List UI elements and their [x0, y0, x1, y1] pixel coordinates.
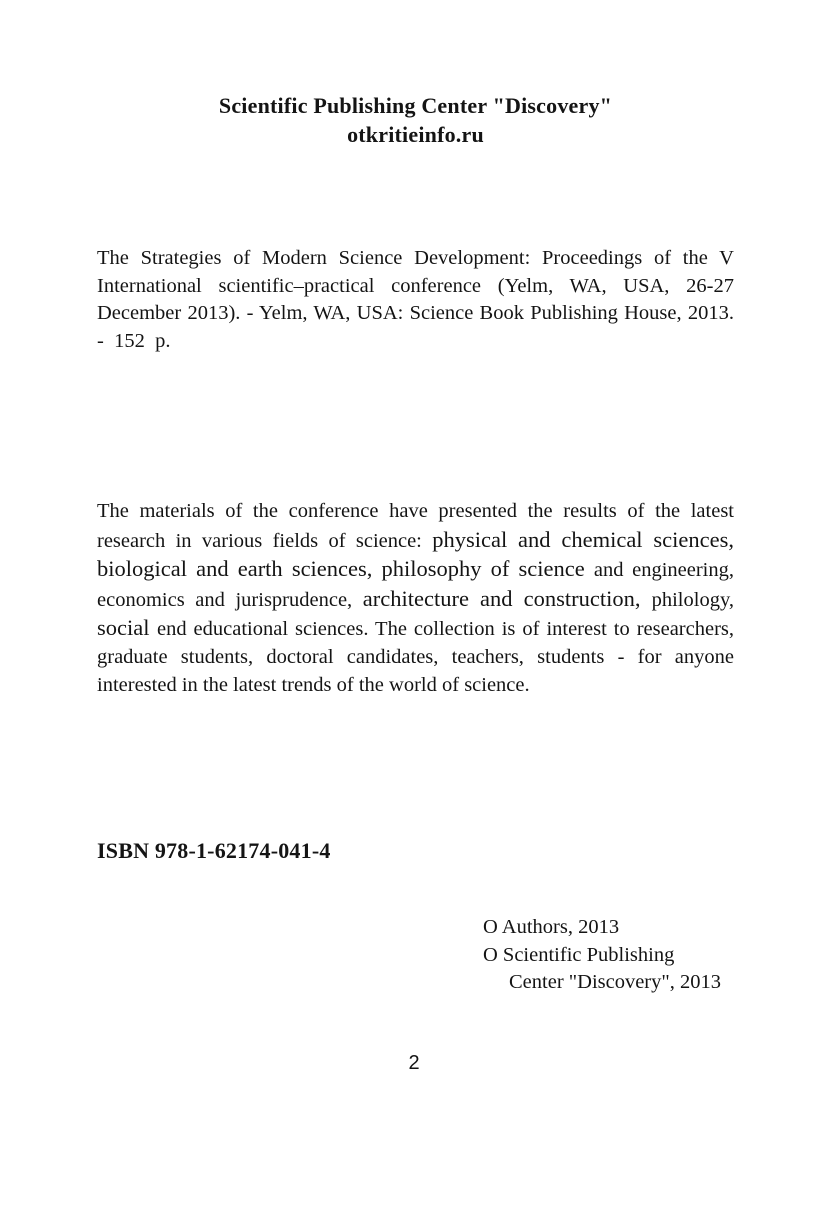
page-number: 2	[408, 1052, 420, 1074]
abstract-segment: physical and chemical sciences, biological and earth sciences, philosophy of science	[97, 526, 734, 582]
abstract-segment: and engineering, economics and jurisprudence,	[97, 559, 734, 611]
abstract-segment: The materials of the conference have presented the results of the latest research in various fields of science:	[97, 500, 734, 552]
copyright-authors-line: O Authors, 2013	[483, 916, 620, 938]
bibliographic-citation: The Strategies of Modern Science Development: Proceedings of the V International scientific–practical conference (Yelm, WA, USA, 26-27 December 2013). - Yelm, WA, USA: Science Book Publishing House, 2013. - 152 p.	[97, 247, 734, 352]
publisher-name: Scientific Publishing Center "Discovery"	[218, 93, 613, 118]
copyright-block	[483, 914, 721, 997]
abstract-segment: architecture and construction,	[362, 585, 652, 611]
publisher-header	[0, 91, 831, 149]
isbn-label: ISBN 978-1-62174-041-4	[97, 838, 331, 863]
abstract-paragraph	[97, 498, 734, 699]
copyright-publisher-line: O Scientific Publishing	[483, 943, 675, 966]
copyright-publisher-continuation: Center "Discovery", 2013	[509, 971, 722, 993]
abstract-segment: end educational sciences. The collection is of interest to researchers, graduate students, doctoral candidates, teachers, students - for anyone interested in the latest trends of the world of science.	[97, 618, 734, 696]
publisher-website: otkritieinfo.ru	[347, 122, 484, 147]
abstract-segment: social	[97, 615, 157, 641]
abstract-segment: philology,	[651, 588, 734, 611]
